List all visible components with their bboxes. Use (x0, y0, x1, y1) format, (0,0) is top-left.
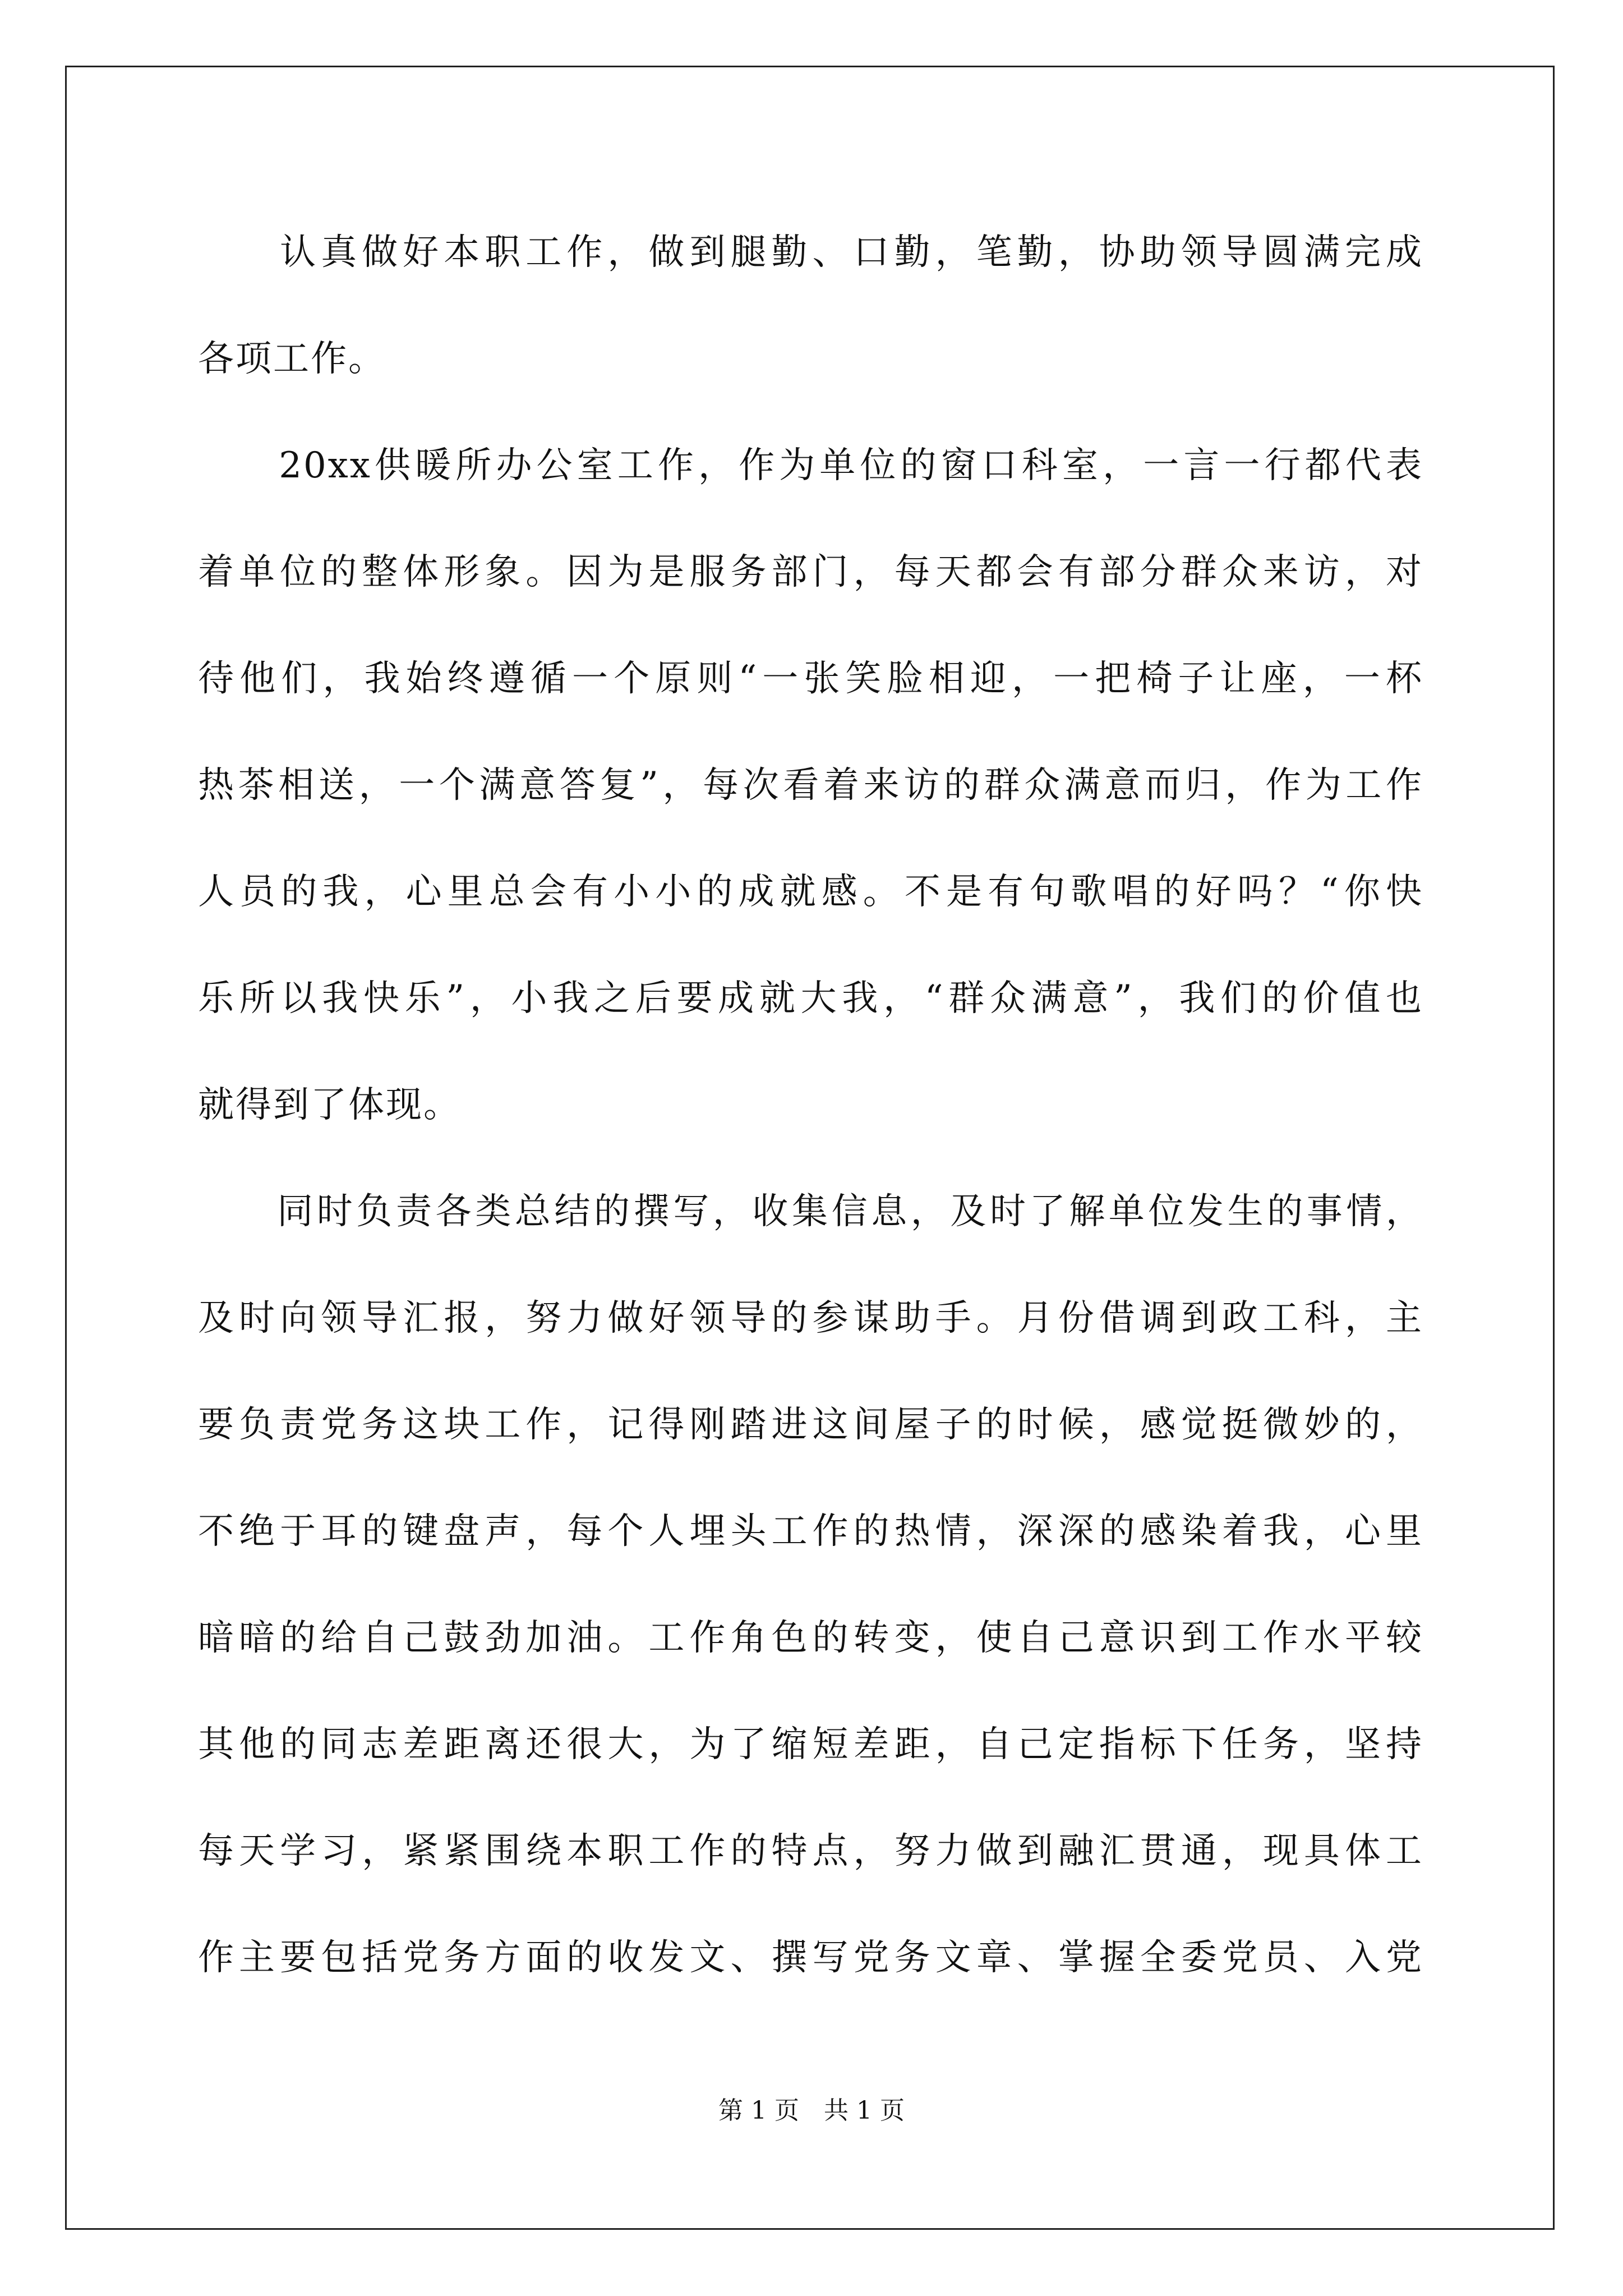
text-line: 同时负责各类总结的撰写，收集信息，及时了解单位发生的事情， (198, 1191, 1423, 1232)
text-line: 及时向领导汇报，努力做好领导的参谋助手。月份借调到政工科，主 (198, 1297, 1423, 1339)
text-line: 待他们，我始终遵循一个原则“一张笑脸相迎，一把椅子让座，一杯 (198, 658, 1423, 700)
text-line: 作主要包括党务方面的收发文、撰写党务文章、掌握全委党员、入党 (198, 1937, 1423, 1978)
text-line: 着单位的整体形象。因为是服务部门，每天都会有部分群众来访，对 (198, 551, 1423, 593)
text-line: 要负责党务这块工作，记得刚踏进这间屋子的时候，感觉挺微妙的， (198, 1404, 1423, 1446)
text-line: 乐所以我快乐”，小我之后要成就大我，“群众满意”，我们的价值也 (198, 978, 1423, 1019)
text-line: 就得到了体现。 (198, 1084, 461, 1126)
text-line: 每天学习，紧紧围绕本职工作的特点，努力做到融汇贯通，现具体工 (198, 1830, 1423, 1872)
text-line: 热茶相送，一个满意答复”，每次看着来访的群众满意而归，作为工作 (198, 765, 1423, 806)
text-line: 其他的同志差距离还很大，为了缩短差距，自己定指标下任务，坚持 (198, 1724, 1423, 1765)
text-line: 不绝于耳的键盘声，每个人埋头工作的热情，深深的感染着我，心里 (198, 1511, 1423, 1552)
page-border (65, 66, 1555, 2230)
text-line: 暗暗的给自己鼓劲加油。工作角色的转变，使自己意识到工作水平较 (198, 1617, 1423, 1659)
text-line: 各项工作。 (198, 338, 386, 380)
page-number-footer: 第 1 页 共 1 页 (718, 2096, 905, 2125)
text-line: 认真做好本职工作，做到腿勤、口勤，笔勤，协助领导圆满完成 (198, 232, 1423, 273)
text-line: 人员的我，心里总会有小小的成就感。不是有句歌唱的好吗？“你快 (198, 871, 1423, 913)
text-line: 20xx供暖所办公室工作，作为单位的窗口科室，一言一行都代表 (198, 445, 1423, 486)
